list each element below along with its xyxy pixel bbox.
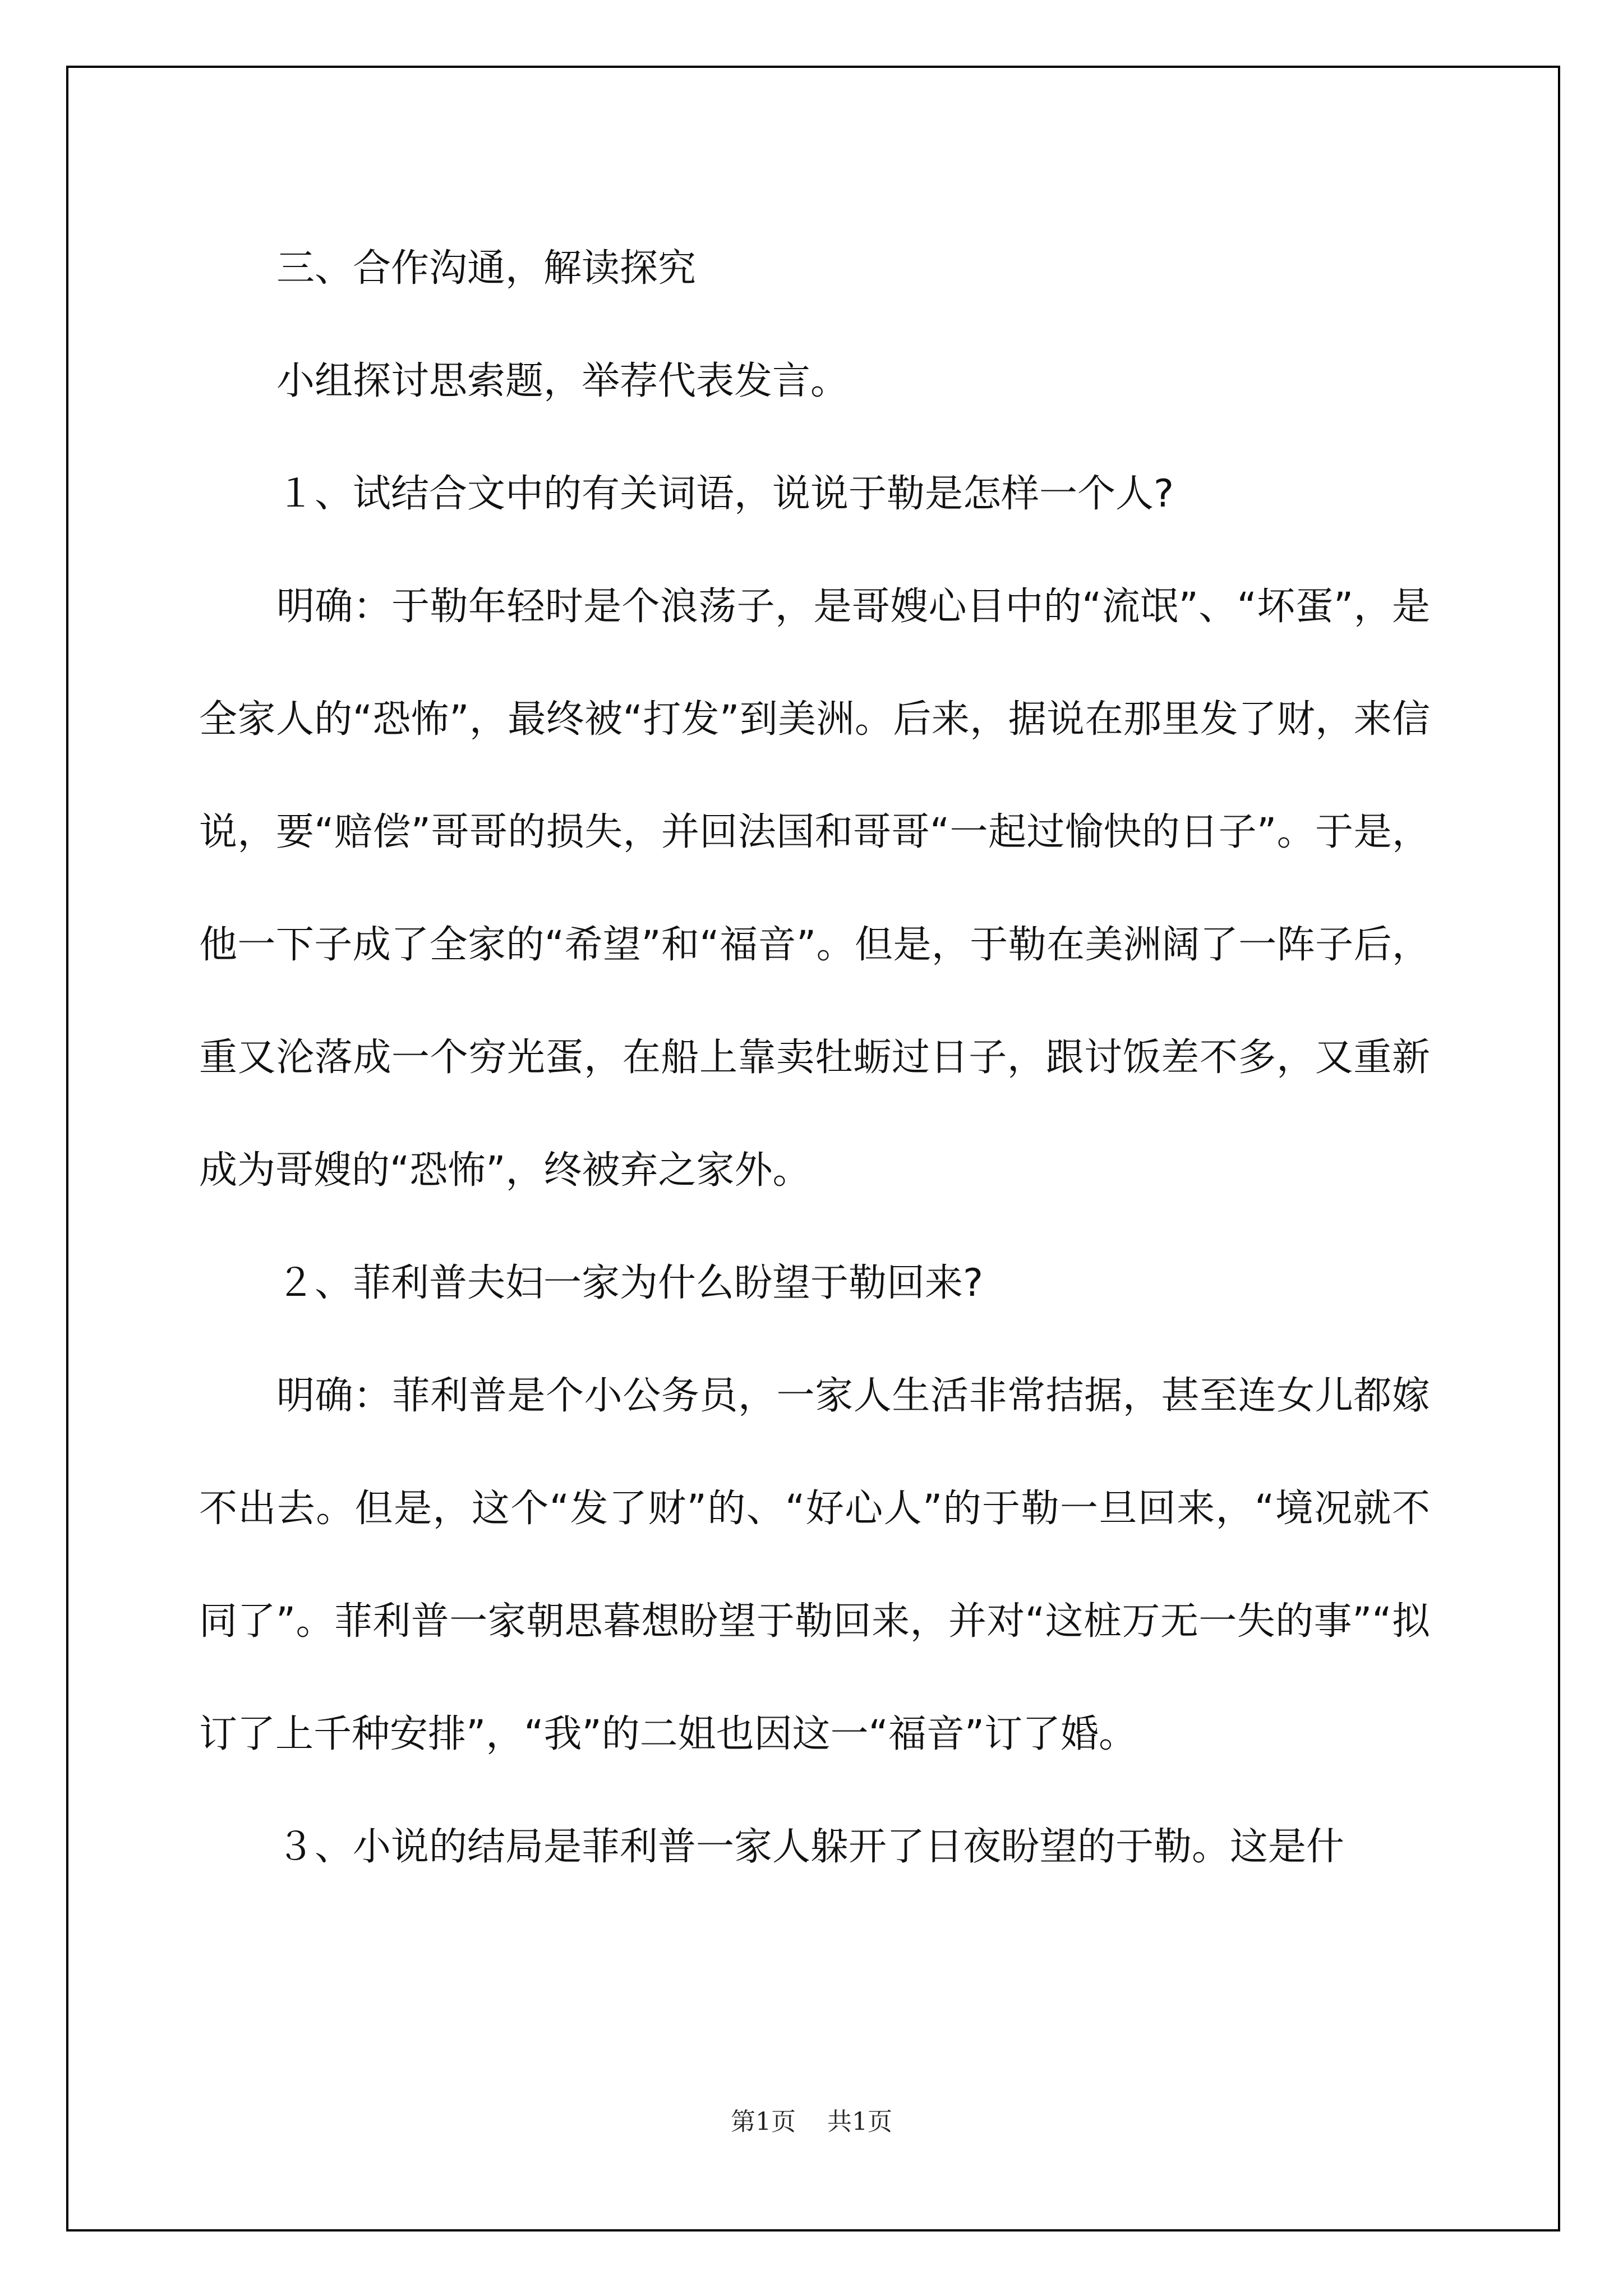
question-2: ２、菲利普夫妇一家为什么盼望于勒回来? bbox=[276, 1261, 984, 1305]
question-1: １、试结合文中的有关词语，说说于勒是怎样一个人? bbox=[276, 472, 1174, 516]
page-number: 第1页 bbox=[731, 2108, 796, 2136]
section-heading: 三、合作沟通，解读探究 bbox=[276, 246, 697, 291]
answer-1: 明确：于勒年轻时是个浪荡子，是哥嫂心目中的“流氓”、“坏蛋”，是全家人的“恐怖”，最终被“打发”到美洲。后来，据说在那里发了财，来信说，要“赔偿”哥哥的损失，并回法国和哥哥“一起过愉快的日子”。于是，他一下子成了全家的“希望”和“福音”。但是，于勒在美洲阔了一阵子后，重又沦落成一个穷光蛋，在船上靠卖牡蛎过日子，跟讨饭差不多，又重新成为哥嫂的“恐怖”，终被弃之家外。 bbox=[199, 585, 1430, 1193]
instruction-paragraph: 小组探讨思索题，举荐代表发言。 bbox=[276, 359, 849, 403]
document-body bbox=[199, 212, 1430, 1903]
question-3: ３、小说的结局是菲利普一家人躲开了日夜盼望的于勒。这是什 bbox=[276, 1825, 1345, 1869]
answer-2: 明确：菲利普是个小公务员，一家人生活非常拮据，甚至连女儿都嫁不出去。但是，这个“发了财”的、“好心人”的于勒一旦回来，“境况就不同了”。菲利普一家朝思暮想盼望于勒回来，并对“这桩万无一失的事”“拟订了上千种安排”，“我”的二姐也因这一“福音”订了婚。 bbox=[199, 1374, 1430, 1756]
page-total: 共1页 bbox=[827, 2108, 892, 2136]
page-footer bbox=[0, 2101, 1623, 2137]
